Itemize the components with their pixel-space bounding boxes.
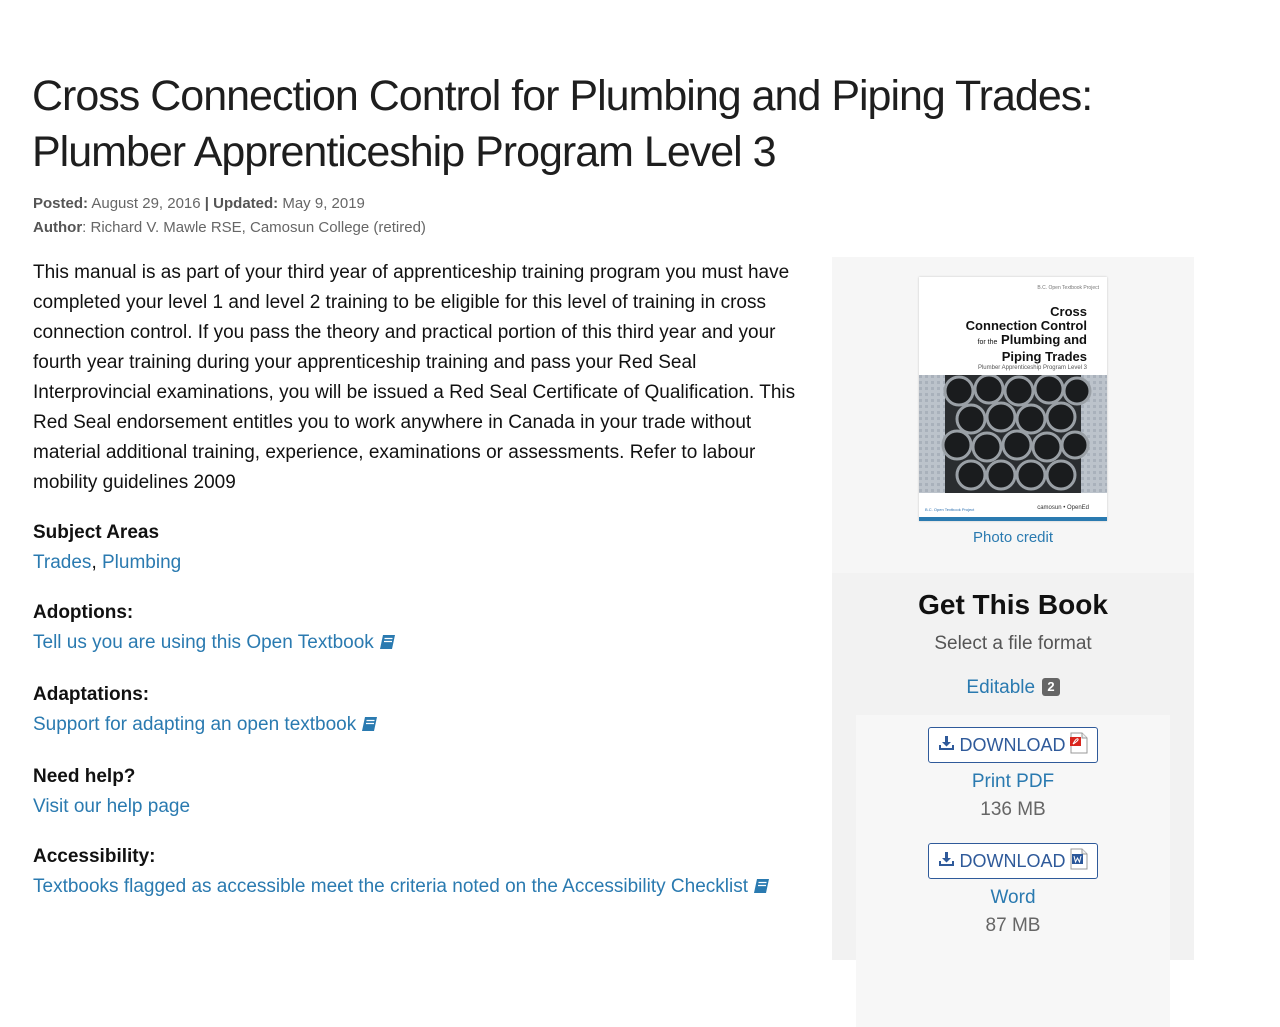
download-word-button[interactable]: [928, 843, 1097, 879]
accessibility-link-text: Textbooks flagged as accessible meet the criteria noted on the Accessibility Checklist: [33, 876, 748, 897]
subject-areas-heading: Subject Areas: [33, 522, 160, 543]
help-heading: Need help?: [33, 766, 136, 787]
main-content: [33, 258, 803, 924]
book-cover-image: [919, 277, 1107, 521]
posted-label: Posted:: [33, 195, 89, 212]
editable-count-badge: 2: [1042, 678, 1059, 696]
book-icon: [379, 630, 397, 660]
adoptions-section: [33, 598, 803, 660]
download-icon: [938, 851, 955, 872]
format-name-word[interactable]: Word: [990, 887, 1036, 908]
download-icon: [938, 735, 955, 756]
help-link[interactable]: Visit our help page: [33, 796, 191, 817]
cover-subtitle: Plumber Apprenticeship Program Level 3: [977, 365, 1087, 371]
pdf-file-icon: [1070, 732, 1088, 759]
download-label: DOWNLOAD: [959, 734, 1066, 755]
download-pdf-button[interactable]: [928, 727, 1097, 763]
subject-separator: ,: [91, 552, 102, 573]
cover-footer-right: camosun • OpenEd: [1037, 505, 1089, 511]
cover-area: [832, 257, 1194, 573]
subject-areas-section: [33, 518, 803, 578]
book-description: This manual is as part of your third year of apprenticeship training program you must have completed your level 1 and level 2 training to be eligible for this level of training in cross connection control. If you pass the theory and practical portion of this third year and your fourth year training during your apprenticeship training and pass your Red Seal Interprovincial examinations, you will be issued a Red Seal Certificate of Qualification. This Red Seal endorsement entitles you to work anywhere in Canada in your trade without material additional training, experience, examinations or assessments. Refer to labour mobility guidelines 2009: [33, 262, 796, 493]
adaptations-section: [33, 680, 803, 742]
cover-title: Cross Connection Control for the Plumbing and Piping Trades: [965, 304, 1087, 364]
photo-credit-link[interactable]: Photo credit: [972, 529, 1054, 546]
format-size-word: 87 MB: [985, 915, 1041, 936]
help-section: [33, 762, 803, 822]
subject-link-trades[interactable]: Trades: [33, 552, 92, 573]
download-label: DOWNLOAD: [959, 850, 1066, 871]
page-title: Cross Connection Control for Plumbing and Piping Trades: Plumber Apprenticeship Program Level 3: [32, 72, 1093, 176]
posted-date: August 29, 2016: [91, 195, 201, 212]
adaptations-link-text: Support for adapting an open textbook: [33, 714, 357, 735]
cover-series: B.C. Open Textbook Project: [1037, 285, 1099, 291]
format-name-pdf[interactable]: Print PDF: [971, 771, 1055, 792]
editable-link[interactable]: Editable: [966, 677, 1036, 698]
book-icon: [361, 712, 379, 742]
get-book-sidebar: [832, 257, 1194, 960]
accessibility-heading: Accessibility:: [33, 846, 156, 867]
adoptions-link-text: Tell us you are using this Open Textbook: [33, 632, 374, 653]
get-book-heading: Get This Book: [918, 589, 1108, 620]
format-size-pdf: 136 MB: [980, 799, 1046, 820]
download-formats: [856, 715, 1170, 1027]
subject-link-plumbing[interactable]: Plumbing: [102, 552, 182, 573]
author-name: : Richard V. Mawle RSE, Camosun College (retired): [82, 219, 426, 236]
author-line: [33, 216, 426, 240]
dates-line: [33, 192, 426, 216]
accessibility-link[interactable]: [33, 876, 771, 897]
updated-label: Updated:: [213, 195, 279, 212]
updated-date: May 9, 2019: [282, 195, 365, 212]
adoptions-link[interactable]: [33, 632, 397, 653]
word-file-icon: [1070, 848, 1088, 875]
adoptions-heading: Adoptions:: [33, 602, 134, 623]
cover-footer-left: B.C. Open Textbook Project: [925, 507, 975, 512]
meta-separator: |: [204, 195, 209, 212]
book-icon: [753, 874, 771, 904]
download-item-pdf: [856, 727, 1170, 825]
accessibility-section: [33, 842, 803, 904]
select-format-text: Select a file format: [934, 633, 1092, 654]
author-label: Author: [33, 219, 83, 236]
adaptations-heading: Adaptations:: [33, 684, 150, 705]
book-meta: [33, 192, 426, 240]
download-item-word: [856, 843, 1170, 941]
editable-tab: [832, 675, 1194, 701]
cover-footer-bar: [919, 517, 1107, 521]
adaptations-link[interactable]: [33, 714, 379, 735]
pipes-photo: [919, 375, 1107, 493]
